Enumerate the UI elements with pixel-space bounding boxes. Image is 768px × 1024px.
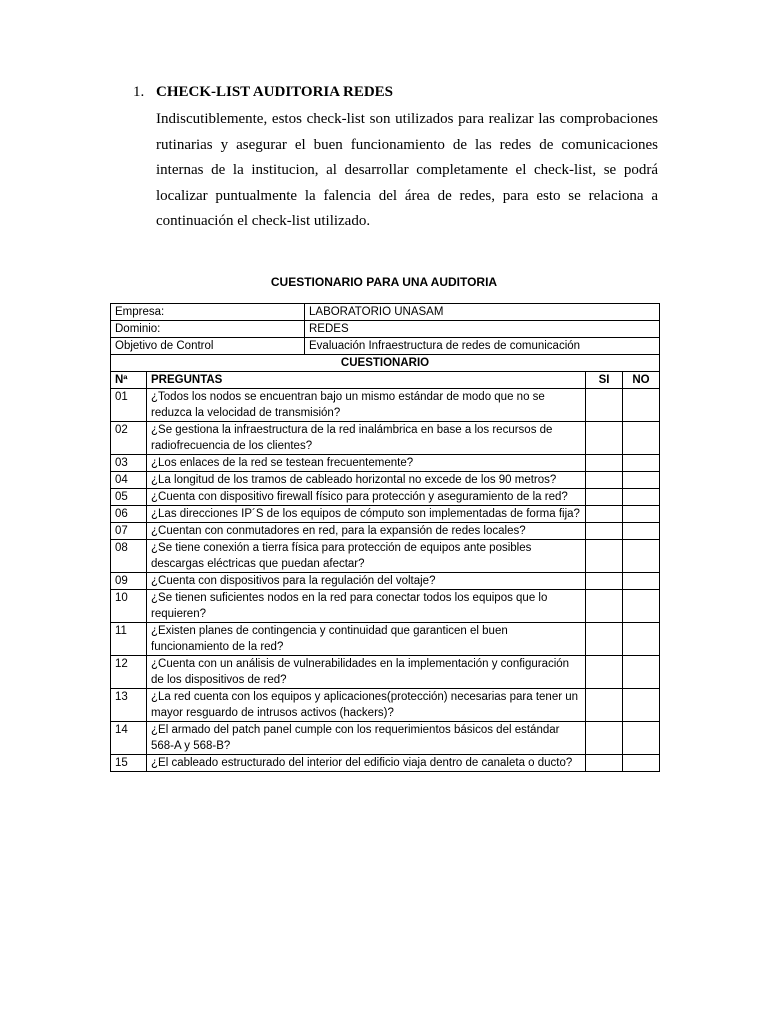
question-number: 10 bbox=[111, 590, 147, 623]
question-number: 06 bbox=[111, 506, 147, 523]
question-number: 08 bbox=[111, 540, 147, 573]
answer-no-cell[interactable] bbox=[623, 472, 660, 489]
column-header-row bbox=[111, 372, 660, 389]
answer-no-cell[interactable] bbox=[623, 489, 660, 506]
question-row bbox=[111, 689, 660, 722]
info-row-domain bbox=[111, 321, 660, 338]
question-row bbox=[111, 489, 660, 506]
col-header-yes: SI bbox=[586, 372, 623, 389]
question-text: ¿Existen planes de contingencia y continuidad que garanticen el buen funcionamiento de la red? bbox=[147, 623, 586, 656]
question-text: ¿Cuentan con conmutadores en red, para la expansión de redes locales? bbox=[147, 523, 586, 540]
info-row-objective bbox=[111, 338, 660, 355]
info-row-company bbox=[111, 304, 660, 321]
answer-yes-cell[interactable] bbox=[586, 455, 623, 472]
question-text: ¿Se tiene conexión a tierra física para protección de equipos ante posibles descargas eléctricas que puedan afectar? bbox=[147, 540, 586, 573]
info-label: Empresa: bbox=[111, 304, 305, 321]
question-row bbox=[111, 573, 660, 590]
question-row bbox=[111, 472, 660, 489]
answer-yes-cell[interactable] bbox=[586, 623, 623, 656]
answer-no-cell[interactable] bbox=[623, 540, 660, 573]
answer-yes-cell[interactable] bbox=[586, 689, 623, 722]
question-number: 02 bbox=[111, 422, 147, 455]
question-number: 12 bbox=[111, 656, 147, 689]
answer-yes-cell[interactable] bbox=[586, 422, 623, 455]
answer-no-cell[interactable] bbox=[623, 722, 660, 755]
section-header-row bbox=[111, 355, 660, 372]
info-label: Objetivo de Control bbox=[111, 338, 305, 355]
question-number: 11 bbox=[111, 623, 147, 656]
question-text: ¿Cuenta con un análisis de vulnerabilidades en la implementación y configuración de los dispositivos de red? bbox=[147, 656, 586, 689]
question-text: ¿Los enlaces de la red se testean frecuentemente? bbox=[147, 455, 586, 472]
answer-no-cell[interactable] bbox=[623, 656, 660, 689]
question-number: 01 bbox=[111, 389, 147, 422]
question-row bbox=[111, 389, 660, 422]
question-row bbox=[111, 455, 660, 472]
answer-yes-cell[interactable] bbox=[586, 489, 623, 506]
question-row bbox=[111, 656, 660, 689]
col-header-num: Nª bbox=[111, 372, 147, 389]
answer-yes-cell[interactable] bbox=[586, 656, 623, 689]
question-text: ¿Se tienen suficientes nodos en la red para conectar todos los equipos que lo requieren? bbox=[147, 590, 586, 623]
col-header-no: NO bbox=[623, 372, 660, 389]
question-row bbox=[111, 722, 660, 755]
question-row bbox=[111, 523, 660, 540]
question-row bbox=[111, 422, 660, 455]
question-number: 13 bbox=[111, 689, 147, 722]
question-row bbox=[111, 590, 660, 623]
answer-yes-cell[interactable] bbox=[586, 472, 623, 489]
question-number: 03 bbox=[111, 455, 147, 472]
col-header-question: PREGUNTAS bbox=[147, 372, 586, 389]
question-row bbox=[111, 506, 660, 523]
info-value: Evaluación Infraestructura de redes de comunicación bbox=[305, 338, 660, 355]
answer-no-cell[interactable] bbox=[623, 422, 660, 455]
section-heading bbox=[133, 84, 393, 101]
info-value: LABORATORIO UNASAM bbox=[305, 304, 660, 321]
answer-no-cell[interactable] bbox=[623, 389, 660, 422]
question-row bbox=[111, 540, 660, 573]
answer-yes-cell[interactable] bbox=[586, 389, 623, 422]
info-value: REDES bbox=[305, 321, 660, 338]
question-number: 15 bbox=[111, 755, 147, 772]
answer-no-cell[interactable] bbox=[623, 689, 660, 722]
question-text: ¿Las direcciones IP´S de los equipos de cómputo son implementadas de forma fija? bbox=[147, 506, 586, 523]
answer-no-cell[interactable] bbox=[623, 623, 660, 656]
table-title: CUESTIONARIO PARA UNA AUDITORIA bbox=[270, 275, 498, 289]
answer-yes-cell[interactable] bbox=[586, 722, 623, 755]
answer-yes-cell[interactable] bbox=[586, 590, 623, 623]
question-row bbox=[111, 623, 660, 656]
answer-yes-cell[interactable] bbox=[586, 540, 623, 573]
answer-no-cell[interactable] bbox=[623, 506, 660, 523]
question-number: 04 bbox=[111, 472, 147, 489]
answer-yes-cell[interactable] bbox=[586, 506, 623, 523]
answer-yes-cell[interactable] bbox=[586, 573, 623, 590]
question-row bbox=[111, 755, 660, 772]
cuestionario-header: CUESTIONARIO bbox=[111, 355, 660, 372]
question-number: 09 bbox=[111, 573, 147, 590]
answer-no-cell[interactable] bbox=[623, 755, 660, 772]
question-text: ¿Cuenta con dispositivos para la regulación del voltaje? bbox=[147, 573, 586, 590]
answer-no-cell[interactable] bbox=[623, 590, 660, 623]
answer-yes-cell[interactable] bbox=[586, 755, 623, 772]
question-text: ¿El cableado estructurado del interior del edificio viaja dentro de canaleta o ducto? bbox=[147, 755, 586, 772]
section-title: CHECK-LIST AUDITORIA REDES bbox=[156, 84, 394, 100]
question-text: ¿Todos los nodos se encuentran bajo un mismo estándar de modo que no se reduzca la velocidad de transmisión? bbox=[147, 389, 586, 422]
question-text: ¿Se gestiona la infraestructura de la red inalámbrica en base a los recursos de radiofrecuencia de los clientes? bbox=[147, 422, 586, 455]
questionnaire-table bbox=[110, 303, 660, 772]
question-text: ¿La longitud de los tramos de cableado horizontal no excede de los 90 metros? bbox=[147, 472, 586, 489]
answer-no-cell[interactable] bbox=[623, 455, 660, 472]
question-text: ¿La red cuenta con los equipos y aplicaciones(protección) necesarias para tener un mayor resguardo de intrusos activos (hackers)? bbox=[147, 689, 586, 722]
question-text: ¿El armado del patch panel cumple con los requerimientos básicos del estándar 568-A y 568-B? bbox=[147, 722, 586, 755]
info-label: Dominio: bbox=[111, 321, 305, 338]
question-number: 07 bbox=[111, 523, 147, 540]
intro-paragraph: Indiscutiblemente, estos check-list son utilizados para realizar las comprobaciones rutinarias y asegurar el buen funcionamiento de las redes de comunicaciones internas de la institucion, al desarrollar completamente el check-list, se podrá localizar puntualmente la falencia del área de redes, para esto se relaciona a continuación el check-list utilizado. bbox=[156, 111, 658, 229]
section-number: 1. bbox=[133, 84, 145, 100]
answer-yes-cell[interactable] bbox=[586, 523, 623, 540]
question-number: 14 bbox=[111, 722, 147, 755]
question-text: ¿Cuenta con dispositivo firewall físico para protección y aseguramiento de la red? bbox=[147, 489, 586, 506]
answer-no-cell[interactable] bbox=[623, 573, 660, 590]
question-number: 05 bbox=[111, 489, 147, 506]
answer-no-cell[interactable] bbox=[623, 523, 660, 540]
